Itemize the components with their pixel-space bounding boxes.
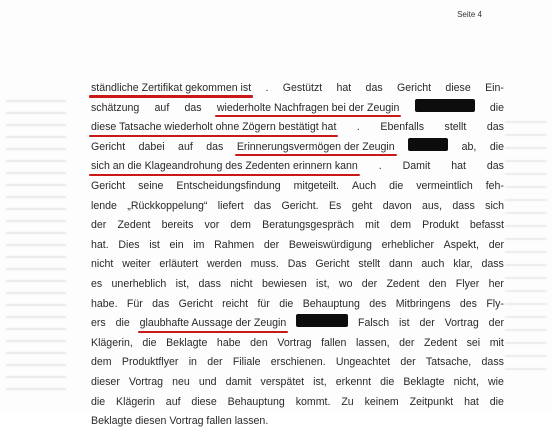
page-number: Seite 4 [457, 10, 482, 19]
word: nicht [230, 277, 253, 290]
word: in [188, 356, 197, 369]
word: Vortrag [444, 317, 479, 330]
word: hat. [91, 238, 109, 251]
word: klar, [453, 258, 473, 271]
word: Tatsache, [425, 356, 472, 369]
word: damit [225, 375, 252, 388]
word: Zedent [386, 277, 420, 290]
word: reicht [222, 297, 249, 310]
word: Das [287, 258, 307, 271]
word: Ungeachtet [335, 356, 391, 369]
word: Auch [351, 179, 377, 192]
word: Behauptung [302, 297, 360, 310]
text-line [91, 412, 504, 432]
word: und [198, 375, 217, 388]
text-run: Beklagte diesen Vortrag fallen lassen. [91, 415, 269, 428]
word: die [489, 140, 504, 153]
word: dabei [138, 140, 165, 153]
word: auf [165, 395, 181, 408]
redaction-box [408, 138, 448, 151]
word: unerheblich [111, 277, 167, 290]
text-line [91, 118, 504, 138]
text-line [91, 177, 504, 197]
word: lende [91, 199, 117, 212]
word: dass [452, 199, 475, 212]
word: diese [445, 82, 471, 94]
word: der [263, 238, 280, 251]
word: wo [338, 277, 353, 290]
word: dieser [91, 375, 120, 388]
word: Produktflyer [121, 356, 179, 369]
word: dass [198, 277, 221, 290]
text-line [91, 216, 504, 236]
text-line [91, 236, 504, 256]
word: die [142, 336, 157, 349]
redaction-box [415, 99, 475, 112]
word: befasst [469, 219, 504, 232]
word: mit [489, 336, 504, 349]
word: es [91, 277, 103, 290]
word: muss. [250, 258, 279, 271]
word: . [356, 121, 360, 134]
word: mitgeteilt. [293, 179, 339, 192]
word: erkennt [335, 375, 372, 388]
text-line [91, 255, 504, 275]
word: Filiale [232, 356, 261, 369]
word: Falsch [357, 317, 390, 330]
word: erläutert [159, 258, 199, 271]
word: Klägerin [116, 395, 155, 408]
word: der [399, 336, 415, 349]
text-line [91, 275, 504, 295]
word: ist [399, 317, 410, 330]
word: auf [178, 140, 193, 153]
word: Aspekt, [443, 238, 480, 251]
word: Behauptung [227, 395, 285, 408]
text-line [91, 197, 504, 217]
underlined-phrase: glaubhafte Aussage der Zeugin [140, 314, 287, 334]
text-line [91, 393, 504, 413]
word: „Rückkoppelung“ [127, 199, 208, 212]
word: des [369, 297, 387, 310]
word: geht [351, 199, 373, 212]
word: der [91, 219, 107, 232]
word: den [250, 336, 268, 349]
word: Gericht [91, 179, 126, 192]
word: werden [207, 258, 242, 271]
text-line [91, 99, 504, 119]
word: der [361, 277, 378, 290]
word: Produkt [422, 219, 459, 232]
word: keinem [364, 395, 399, 408]
word: dass [481, 258, 504, 271]
word: Vortrag [277, 336, 312, 349]
word: Es [328, 199, 342, 212]
word: bereits [161, 219, 194, 232]
word: ist, [175, 277, 190, 290]
word: Gestützt [282, 82, 323, 94]
text-line [91, 157, 504, 177]
word: Ein- [485, 82, 504, 94]
word: das [184, 101, 202, 114]
word: die [489, 395, 504, 408]
word: Beratungsgespräch [262, 219, 354, 232]
body-text [91, 79, 504, 432]
word: Gericht [396, 82, 432, 94]
word: das [365, 82, 383, 94]
word: bewiesen [261, 277, 307, 290]
word: Mitbringens [395, 297, 451, 310]
word: mit [365, 219, 380, 232]
word: ist [149, 238, 160, 251]
word: diese [191, 395, 217, 408]
word: Ebenfalls [380, 121, 424, 134]
word: Rahmen [214, 238, 255, 251]
word: dann [388, 258, 413, 271]
bleed-through-right [505, 110, 547, 380]
text-line [91, 373, 504, 393]
word: neu [172, 375, 190, 388]
text-line [91, 138, 504, 158]
word: ein [169, 238, 184, 251]
word: weiter [122, 258, 151, 271]
word: verspätet [260, 375, 305, 388]
word: dem [91, 356, 112, 369]
word: des [459, 297, 477, 310]
word: feh- [485, 179, 504, 192]
word: im [193, 238, 205, 251]
word: Entscheidungsfindung [176, 179, 281, 192]
word: die [489, 101, 504, 114]
word: Zedent [424, 336, 458, 349]
word: lassen, [355, 336, 390, 349]
word: Fly- [486, 297, 504, 310]
word: für [257, 297, 270, 310]
word: Gericht [315, 258, 350, 271]
word: auf [154, 101, 170, 114]
word: das [486, 121, 504, 134]
redaction-box [296, 314, 348, 327]
word: Beweiswürdigung [288, 238, 372, 251]
word: Damit [402, 160, 431, 173]
word: vor [204, 219, 220, 232]
word: ist, [316, 277, 330, 290]
word: kommt. [295, 395, 331, 408]
word: das [206, 140, 224, 153]
word: habe. [91, 297, 118, 310]
word: erheblicher [381, 238, 434, 251]
word: hat [336, 82, 352, 94]
word: Beklagte [403, 375, 445, 388]
word: der [488, 238, 504, 251]
word: davon [382, 199, 412, 212]
underlined-phrase: Erinnerungsvermögen der Zeugin [237, 138, 395, 158]
word: Gericht [178, 297, 213, 310]
word: . [378, 160, 382, 173]
word: sich [485, 199, 504, 212]
text-line [91, 353, 504, 373]
text-line [91, 295, 504, 315]
word: Gericht. [281, 199, 319, 212]
word: nicht [91, 258, 114, 271]
word: die [380, 375, 395, 388]
word: Zeitpunkt [409, 395, 454, 408]
word: der [400, 356, 416, 369]
word: dem [230, 219, 251, 232]
word: dem [390, 219, 412, 232]
word: nicht, [453, 375, 479, 388]
underlined-phrase: diese Tatsache wiederholt ohne Zögern bestätigt hat [91, 118, 336, 138]
word: den [428, 277, 447, 290]
text-line [91, 79, 504, 99]
underlined-phrase: sich an die Klageandrohung des Zedenten erinnern kann [91, 157, 358, 177]
underlined-phrase: ständliche Zertifikat gekommen ist [91, 79, 251, 99]
word: erschienen. [270, 356, 326, 369]
word: die [91, 395, 106, 408]
word: Beklagte [166, 336, 208, 349]
word: Zu [341, 395, 354, 408]
word: vermeintlich [416, 179, 473, 192]
word: Vortrag [128, 375, 164, 388]
word: ab, [461, 140, 477, 153]
word: schätzung [91, 101, 140, 114]
word: die [115, 317, 130, 330]
word: wie [487, 375, 504, 388]
word: das [254, 199, 272, 212]
word: Flyer [455, 277, 480, 290]
word: ist, [313, 375, 327, 388]
word: aus, [421, 199, 443, 212]
word: der [488, 317, 504, 330]
word: hat [464, 395, 479, 408]
word: her [488, 277, 504, 290]
word: Dies [118, 238, 140, 251]
text-line [91, 314, 504, 334]
word: die [389, 179, 404, 192]
word: stellt [358, 258, 381, 271]
word: liefert [217, 199, 244, 212]
word: stellt [444, 121, 467, 134]
word: das [486, 160, 504, 173]
word: hat [451, 160, 466, 173]
underlined-phrase: wiederholte Nachfragen bei der Zeugin [217, 99, 400, 119]
word: Zedent [117, 219, 151, 232]
word: auch [421, 258, 445, 271]
word: seine [138, 179, 164, 192]
word: Gericht [91, 140, 126, 153]
bleed-through-left [6, 90, 66, 390]
word: der [207, 356, 223, 369]
word: die [279, 297, 294, 310]
word: ers [91, 317, 106, 330]
word: . [265, 82, 269, 94]
word: das [152, 297, 170, 310]
word: dass [481, 356, 504, 369]
word: der [419, 317, 435, 330]
word: Für [126, 297, 143, 310]
word: sei [466, 336, 481, 349]
word: fallen [321, 336, 347, 349]
word: habe [216, 336, 241, 349]
word: Klägerin, [91, 336, 133, 349]
text-line [91, 334, 504, 354]
